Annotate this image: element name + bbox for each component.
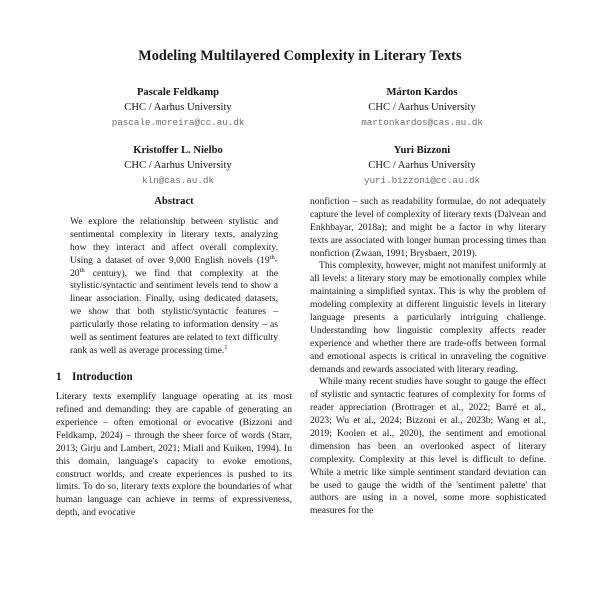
abstract-section [56, 196, 292, 358]
right-paragraph-1: nonfiction – such as readability formulae, do not adequately capture the level of complexity of literary texts (Dalvean and Enkhbayar, 2018a); and might be a factor in why literary texts are associated with longer human processing times than nonfiction (Zwaan, 1991; Brysbaert, 2019). [310, 196, 546, 259]
author-entry [56, 85, 300, 143]
abstract-text-part1: We explore the relationship between stylistic and sentimental complexity in literary texts, analyzing how they interact and affect overall complexity. Using a dataset of over 9,000 English novels (19 [70, 216, 278, 266]
author-block [56, 65, 544, 201]
intro-paragraph: Literary texts exemplify language operating at its most refined and demanding: they are capable of generating an experience – often emotional or evocative (Bizzoni and Feldkamp, 2024) – through the sheer force of words (Starr, 2013; Girju and Lambert, 2021; Miall and Kuiken, 1994). In this domain, language's capacity to evoke emotions, construct worlds, and create experiences is pushed to its limits. To do so, literary texts explore the boundaries of what human language can achieve in terms of expressiveness, depth, and evocative [56, 391, 292, 519]
right-paragraph-3: While many recent studies have sought to gauge the effect of stylistic and syntactic features of complexity for forms of reader appreciation (Brottrager et al., 2022; Barré et al., 2023; Wu et al., 2024; Bizzoni et al., 2023b; Wang et al., 2019; Koolen et al., 2020), the sentiment and emotional dimension has been an overlooked aspect of literary complexity. Complexity at this level is difficult to define. While a metric like simple sentiment standard deviation can be used to gauge the width of the 'sentiment palette' that authors are using in a novel, some more sophisticated measures for the [310, 376, 546, 517]
abstract-footnote-marker[interactable]: 1 [224, 343, 228, 351]
author-affiliation: CHC / Aarhus University [124, 160, 232, 172]
right-paragraph-2: This complexity, however, might not manifest uniformly at all levels: a literary story may be emotionally complex while maintaining a simplified syntax. This is why the problem of modeling complexity at different linguistic levels in literary language presents a particularly intriguing challenge. Understanding how linguistic complexity affects reader experience and whether there are trade-offs between formal and emotional aspects is critical in unraveling the cognitive demands and rewards associated with literary reading. [310, 260, 546, 375]
section-heading-introduction [56, 371, 292, 384]
author-entry [300, 85, 544, 143]
author-entry [56, 143, 300, 201]
section-number: 1 [56, 370, 62, 383]
author-email[interactable]: kln@cas.au.dk [142, 175, 214, 187]
author-entry [300, 143, 544, 201]
author-affiliation: CHC / Aarhus University [368, 102, 476, 114]
author-email[interactable]: yuri.bizzoni@cc.au.dk [363, 175, 481, 187]
author-name: Kristoffer L. Nielbo [133, 145, 223, 157]
author-name: Márton Kardos [386, 87, 458, 99]
abstract-heading: Abstract [154, 196, 194, 207]
author-name: Yuri Bizzoni [393, 145, 451, 157]
abstract-superscript-th-2: th [79, 266, 85, 274]
author-email[interactable]: martonkardos@cas.au.dk [361, 117, 483, 129]
abstract-superscript-th-1: th [269, 253, 275, 261]
author-email[interactable]: pascale.moreira@cc.au.dk [111, 117, 245, 129]
abstract-text-part2: -20 [70, 254, 278, 279]
author-affiliation: CHC / Aarhus University [124, 102, 232, 114]
author-name: Pascale Feldkamp [136, 87, 220, 99]
right-column [310, 196, 546, 600]
section-title: Introduction [72, 370, 133, 383]
abstract-text [70, 216, 278, 358]
abstract-text-part3: century), we find that complexity at the stylistic/syntactic and sentiment levels tend to show a linear association. Finally, using dedicated datasets, we show that both stylistic/syntactic features – particularly those relating to information density – as well as sentiment features are related to text difficulty rank as well as average processing time. [70, 267, 278, 356]
author-affiliation: CHC / Aarhus University [368, 160, 476, 172]
left-column [56, 196, 292, 600]
two-column-body [56, 196, 546, 600]
page-title: Modeling Multilayered Complexity in Literary Texts [138, 48, 462, 64]
